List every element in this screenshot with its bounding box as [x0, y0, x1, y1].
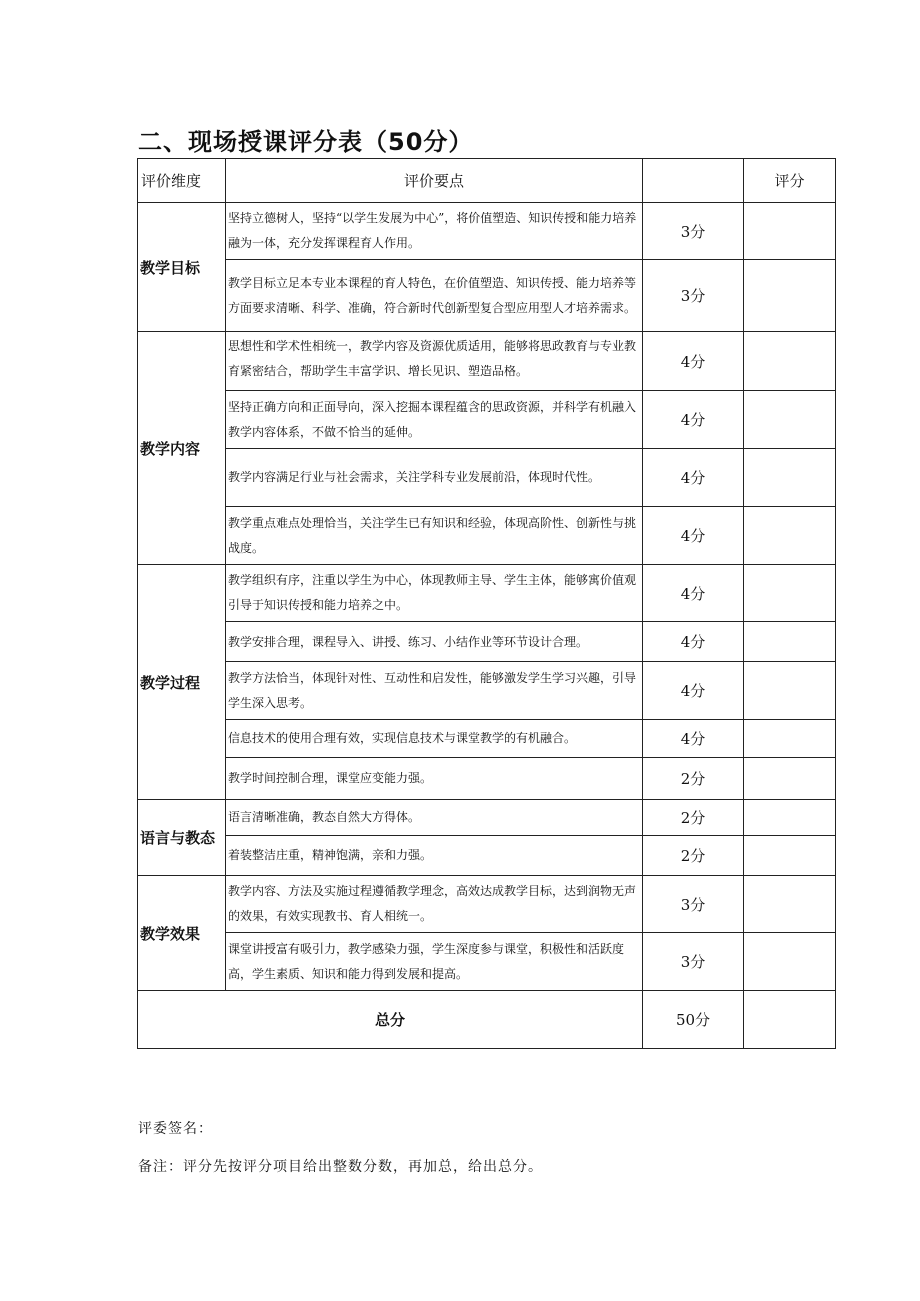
- score-cell[interactable]: [744, 622, 836, 662]
- score-cell[interactable]: [744, 876, 836, 933]
- score-cell[interactable]: [744, 203, 836, 260]
- score-cell[interactable]: [744, 758, 836, 800]
- criterion-points: 3分: [643, 933, 744, 991]
- criterion-text: 教学内容满足行业与社会需求，关注学科专业发展前沿，体现时代性。: [226, 449, 643, 507]
- table-row: [138, 662, 836, 720]
- table-row: [138, 260, 836, 332]
- criterion-points: 3分: [643, 876, 744, 933]
- criterion-text: 教学时间控制合理，课堂应变能力强。: [226, 758, 643, 800]
- table-row: [138, 836, 836, 876]
- category-effect: 教学效果: [138, 876, 226, 991]
- table-row: [138, 449, 836, 507]
- category-goal: 教学目标: [138, 203, 226, 332]
- total-score-cell[interactable]: [744, 991, 836, 1049]
- header-points: 评价要点: [226, 159, 643, 203]
- criterion-text: 课堂讲授富有吸引力，教学感染力强，学生深度参与课堂，积极性和活跃度高，学生素质、知识和能力得到发展和提高。: [226, 933, 643, 991]
- criterion-text: 语言清晰准确，教态自然大方得体。: [226, 800, 643, 836]
- score-cell[interactable]: [744, 565, 836, 622]
- table-row: [138, 565, 836, 622]
- criterion-points: 2分: [643, 800, 744, 836]
- total-row: [138, 991, 836, 1049]
- total-points: 50分: [643, 991, 744, 1049]
- criterion-points: 3分: [643, 260, 744, 332]
- table-row: [138, 622, 836, 662]
- criterion-text: 教学内容、方法及实施过程遵循教学理念，高效达成教学目标，达到润物无声的效果，有效实现教书、育人相统一。: [226, 876, 643, 933]
- criterion-text: 教学安排合理，课程导入、讲授、练习、小结作业等环节设计合理。: [226, 622, 643, 662]
- table-row: [138, 203, 836, 260]
- criterion-points: 2分: [643, 758, 744, 800]
- score-cell[interactable]: [744, 800, 836, 836]
- header-weight: [643, 159, 744, 203]
- score-cell[interactable]: [744, 332, 836, 391]
- table-row: [138, 933, 836, 991]
- table-row: [138, 332, 836, 391]
- criterion-text: 教学重点难点处理恰当，关注学生已有知识和经验，体现高阶性、创新性与挑战度。: [226, 507, 643, 565]
- criterion-points: 4分: [643, 332, 744, 391]
- header-score: 评分: [744, 159, 836, 203]
- criterion-text: 教学目标立足本专业本课程的育人特色，在价值塑造、知识传授、能力培养等方面要求清晰、科学、准确，符合新时代创新型复合型应用型人才培养需求。: [226, 260, 643, 332]
- remark-text: 备注：评分先按评分项目给出整数分数，再加总，给出总分。: [138, 1159, 543, 1175]
- total-label: 总分: [138, 991, 643, 1049]
- table-header-row: [138, 159, 836, 203]
- criterion-text: 着装整洁庄重，精神饱满，亲和力强。: [226, 836, 643, 876]
- criterion-text: 信息技术的使用合理有效，实现信息技术与课堂教学的有机融合。: [226, 720, 643, 758]
- criterion-points: 4分: [643, 662, 744, 720]
- score-cell[interactable]: [744, 836, 836, 876]
- criterion-points: 4分: [643, 449, 744, 507]
- table-row: [138, 800, 836, 836]
- score-cell[interactable]: [744, 507, 836, 565]
- criterion-points: 4分: [643, 720, 744, 758]
- criterion-points: 4分: [643, 565, 744, 622]
- score-table: [137, 158, 836, 1049]
- criterion-text: 坚持立德树人，坚持“以学生发展为中心”，将价值塑造、知识传授和能力培养融为一体，充分发挥课程育人作用。: [226, 203, 643, 260]
- criterion-text: [226, 332, 643, 391]
- category-content: 教学内容: [138, 332, 226, 565]
- score-cell[interactable]: [744, 449, 836, 507]
- criterion-points: 4分: [643, 391, 744, 449]
- criterion-points: 3分: [643, 203, 744, 260]
- category-language: 语言与教态: [138, 800, 226, 876]
- score-cell[interactable]: [744, 720, 836, 758]
- score-cell[interactable]: [744, 391, 836, 449]
- criterion-points: 4分: [643, 507, 744, 565]
- table-row: [138, 507, 836, 565]
- category-process: 教学过程: [138, 565, 226, 800]
- criterion-text-clip: 思想性和学术性相统一，教学内容及资源优质适用，能够将思政教育与专业教育紧密结合，帮助学生丰富学识、增长见识、塑造品格。: [228, 339, 637, 378]
- page-title: 二、现场授课评分表（50分）: [138, 128, 474, 156]
- header-dimension: 评价维度: [138, 159, 226, 203]
- table-row: [138, 720, 836, 758]
- table-row: [138, 391, 836, 449]
- table-row: [138, 758, 836, 800]
- score-cell[interactable]: [744, 260, 836, 332]
- criterion-points: 4分: [643, 622, 744, 662]
- criterion-text: 教学组织有序，注重以学生为中心，体现教师主导、学生主体，能够寓价值观引导于知识传授和能力培养之中。: [226, 565, 643, 622]
- score-cell[interactable]: [744, 662, 836, 720]
- criterion-points: 2分: [643, 836, 744, 876]
- criterion-text: 坚持正确方向和正面导向，深入挖掘本课程蕴含的思政资源，并科学有机融入教学内容体系，不做不恰当的延伸。: [226, 391, 643, 449]
- table-row: [138, 876, 836, 933]
- signature-label: 评委签名：: [138, 1121, 213, 1137]
- score-cell[interactable]: [744, 933, 836, 991]
- criterion-text: 教学方法恰当，体现针对性、互动性和启发性，能够激发学生学习兴趣，引导学生深入思考。: [226, 662, 643, 720]
